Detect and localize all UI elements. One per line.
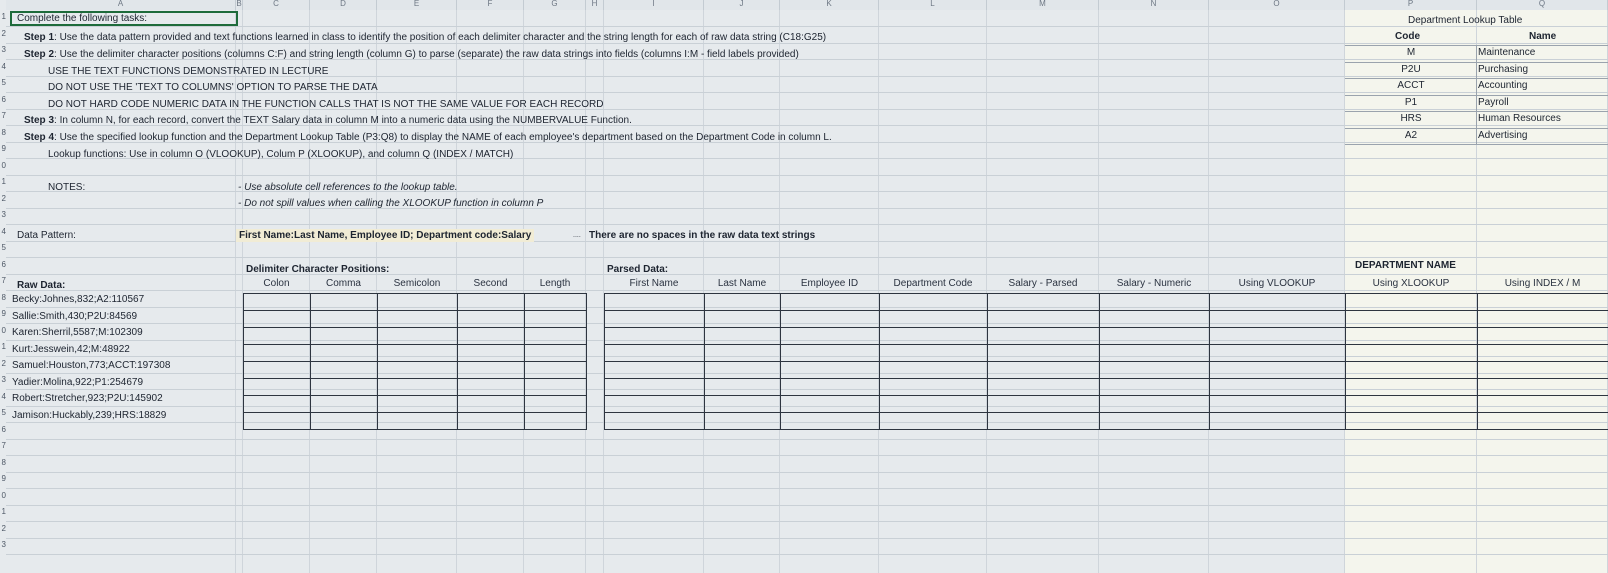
input-cell[interactable] — [1210, 328, 1346, 345]
input-cell[interactable] — [1346, 413, 1478, 430]
grid-hline — [6, 505, 1608, 506]
input-cell[interactable] — [605, 362, 705, 379]
input-cell[interactable] — [458, 345, 525, 362]
input-cell[interactable] — [1100, 396, 1210, 413]
column-label[interactable]: Length — [539, 278, 571, 289]
input-cell[interactable] — [1100, 362, 1210, 379]
row-header[interactable]: 7 — [1, 111, 6, 120]
input-cell[interactable] — [781, 362, 880, 379]
column-header[interactable]: P — [1345, 0, 1477, 10]
parsed-grid[interactable] — [604, 293, 1608, 430]
input-cell[interactable] — [781, 311, 880, 328]
delimiter-grid[interactable] — [243, 293, 587, 430]
input-cell[interactable] — [605, 396, 705, 413]
lookup-code-cell[interactable]: P2U — [1401, 63, 1421, 75]
row-header[interactable]: 3 — [1, 375, 6, 384]
input-cell[interactable] — [605, 328, 705, 345]
step1-text: : Use the data pattern provided and text functions learned in class to identify the position of each delimiter character and the string length for each of raw data string (C18:G25) — [54, 32, 827, 43]
input-cell[interactable] — [1478, 362, 1608, 379]
step4-text: : Use the specified lookup function and the Department Lookup Table (P3:Q8) to display the NAME of each employee's department based on the Department Code in column L. — [54, 132, 832, 143]
step3-label: Step 3 — [24, 115, 55, 126]
input-cell[interactable] — [311, 362, 378, 379]
step4-label: Step 4 — [24, 132, 55, 143]
input-cell[interactable] — [1210, 311, 1346, 328]
row-header[interactable]: 4 — [1, 61, 6, 71]
row-header[interactable]: 9 — [1, 309, 6, 318]
row-header[interactable]: 2 — [1, 523, 6, 533]
input-cell[interactable] — [458, 311, 525, 328]
column-header[interactable]: M — [987, 0, 1099, 10]
input-cell[interactable] — [311, 379, 378, 396]
input-cell[interactable] — [880, 294, 988, 311]
lookup-name-cell[interactable]: Payroll — [1478, 96, 1509, 108]
input-cell[interactable] — [1478, 396, 1608, 413]
input-cell[interactable] — [988, 379, 1100, 396]
input-cell[interactable] — [311, 311, 378, 328]
step4-line[interactable] — [24, 131, 832, 144]
column-label[interactable]: Salary - Numeric — [1116, 278, 1192, 289]
column-label[interactable]: Department Code — [893, 278, 973, 289]
column-label[interactable]: Second — [473, 278, 508, 289]
row-header[interactable]: 5 — [1, 243, 6, 252]
column-label[interactable]: Semicolon — [393, 278, 441, 289]
input-cell[interactable] — [705, 362, 781, 379]
grid-hline — [6, 488, 1608, 489]
input-cell[interactable] — [1210, 345, 1346, 362]
input-cell[interactable] — [458, 328, 525, 345]
row-header[interactable]: 6 — [1, 259, 6, 269]
row-header[interactable]: 1 — [1, 342, 6, 351]
row-header[interactable]: 8 — [1, 457, 6, 467]
input-cell[interactable] — [1100, 345, 1210, 362]
input-cell[interactable] — [781, 413, 880, 430]
input-cell[interactable] — [1478, 413, 1608, 430]
lookup-name-header[interactable]: Name — [1529, 31, 1557, 42]
input-cell[interactable] — [880, 345, 988, 362]
row-header[interactable]: 1 — [1, 507, 6, 516]
step1-line[interactable] — [24, 31, 826, 44]
input-cell[interactable] — [244, 413, 311, 430]
step1-label: Step 1 — [24, 32, 55, 43]
instruction-sub1[interactable]: USE THE TEXT FUNCTIONS DEMONSTRATED IN LECTURE — [48, 66, 329, 77]
input-cell[interactable] — [605, 294, 705, 311]
input-cell[interactable] — [1478, 294, 1608, 311]
input-cell[interactable] — [705, 396, 781, 413]
row-header[interactable]: 9 — [1, 474, 6, 483]
input-cell[interactable] — [988, 413, 1100, 430]
column-header[interactable]: N — [1099, 0, 1209, 10]
note-absolute-refs[interactable]: - Use absolute cell references to the lookup table. — [238, 182, 458, 193]
step3-text: : In column N, for each record, convert the TEXT Salary data in column M into a numeric data using the NUMBERVALUE Function. — [54, 115, 632, 126]
input-cell[interactable] — [1346, 345, 1478, 362]
lookup-code-cell[interactable]: ACCT — [1397, 80, 1425, 91]
input-cell[interactable] — [525, 294, 587, 311]
input-cell[interactable] — [378, 311, 458, 328]
input-cell[interactable] — [988, 345, 1100, 362]
input-cell[interactable] — [311, 413, 378, 430]
input-cell[interactable] — [1478, 379, 1608, 396]
lookup-name-cell[interactable]: Maintenance — [1478, 47, 1536, 58]
column-header[interactable]: Q — [1477, 0, 1608, 10]
grid-hline — [6, 439, 1608, 440]
input-cell[interactable] — [244, 294, 311, 311]
input-cell[interactable] — [1100, 413, 1210, 430]
input-cell[interactable] — [378, 328, 458, 345]
input-cell[interactable] — [1210, 379, 1346, 396]
input-cell[interactable] — [880, 311, 988, 328]
input-cell[interactable] — [1210, 413, 1346, 430]
column-header[interactable]: H — [586, 0, 604, 10]
input-cell[interactable] — [525, 328, 587, 345]
input-cell[interactable] — [378, 294, 458, 311]
input-cell[interactable] — [525, 396, 587, 413]
column-header[interactable]: B — [236, 0, 242, 8]
column-label[interactable]: Last Name — [717, 278, 767, 289]
row-header[interactable]: 5 — [1, 408, 6, 417]
input-cell[interactable] — [605, 413, 705, 430]
row-header[interactable]: 1 — [1, 12, 6, 21]
column-header[interactable]: O — [1209, 0, 1345, 10]
input-cell[interactable] — [988, 328, 1100, 345]
input-cell[interactable] — [1346, 311, 1478, 328]
input-cell[interactable] — [988, 311, 1100, 328]
cell-a1[interactable]: Complete the following tasks: — [17, 13, 148, 24]
lookup-code-cell[interactable]: A2 — [1404, 129, 1418, 141]
input-cell[interactable] — [1100, 379, 1210, 396]
input-cell[interactable] — [1346, 379, 1478, 396]
data-pattern-note[interactable]: There are no spaces in the raw data text strings — [589, 230, 816, 241]
row-header[interactable]: 0 — [1, 325, 6, 335]
input-cell[interactable] — [605, 379, 705, 396]
note-no-spill[interactable]: - Do not spill values when calling the XLOOKUP function in column P — [238, 198, 544, 209]
input-cell[interactable] — [705, 311, 781, 328]
step3-line[interactable] — [24, 114, 632, 127]
lookup-bottom-border — [1345, 144, 1608, 145]
lookup-code-cell[interactable]: P1 — [1404, 96, 1418, 108]
row-header[interactable]: 0 — [1, 490, 6, 500]
input-cell[interactable] — [458, 294, 525, 311]
row-header[interactable]: 7 — [1, 441, 6, 450]
step2-line[interactable] — [24, 48, 799, 61]
input-cell[interactable] — [244, 345, 311, 362]
grid-hline — [6, 224, 1608, 225]
input-cell[interactable] — [525, 362, 587, 379]
input-cell[interactable] — [378, 396, 458, 413]
lookup-code-header[interactable]: Code — [1395, 31, 1420, 42]
data-pattern-label[interactable]: Data Pattern: — [17, 230, 76, 241]
input-cell[interactable] — [880, 362, 988, 379]
input-cell[interactable] — [1478, 311, 1608, 328]
input-cell[interactable] — [781, 396, 880, 413]
row-header[interactable]: 9 — [1, 144, 6, 153]
input-cell[interactable] — [880, 396, 988, 413]
input-cell[interactable] — [458, 362, 525, 379]
input-cell[interactable] — [781, 294, 880, 311]
input-cell[interactable] — [781, 328, 880, 345]
input-cell[interactable] — [880, 328, 988, 345]
input-cell[interactable] — [1478, 345, 1608, 362]
row-header[interactable]: 2 — [1, 358, 6, 368]
column-header[interactable]: J — [704, 0, 780, 10]
input-cell[interactable] — [1210, 362, 1346, 379]
input-cell[interactable] — [311, 294, 378, 311]
row-header[interactable]: 3 — [1, 540, 6, 549]
column-label[interactable]: Employee ID — [800, 278, 859, 289]
grid-hline — [6, 521, 1608, 522]
input-cell[interactable] — [1346, 396, 1478, 413]
input-cell[interactable] — [705, 345, 781, 362]
input-cell[interactable] — [458, 396, 525, 413]
input-cell[interactable] — [244, 311, 311, 328]
row-header[interactable]: 3 — [1, 45, 6, 54]
input-cell[interactable] — [988, 294, 1100, 311]
row-header[interactable]: 6 — [1, 94, 6, 104]
row-header[interactable]: 2 — [1, 193, 6, 203]
input-cell[interactable] — [988, 396, 1100, 413]
row-header[interactable]: 5 — [1, 78, 6, 87]
column-label[interactable]: Using VLOOKUP — [1238, 278, 1316, 289]
row-header[interactable]: 7 — [1, 276, 6, 285]
raw-data-cell[interactable]: Sallie:Smith,430;P2U:84569 — [12, 310, 138, 322]
input-cell[interactable] — [988, 362, 1100, 379]
column-label[interactable]: Using XLOOKUP — [1372, 278, 1450, 289]
column-label[interactable]: Salary - Parsed — [1008, 278, 1078, 289]
column-header[interactable]: E — [377, 0, 457, 10]
input-cell[interactable] — [1478, 328, 1608, 345]
input-cell[interactable] — [1346, 294, 1478, 311]
input-cell[interactable] — [378, 345, 458, 362]
input-cell[interactable] — [311, 328, 378, 345]
column-label[interactable]: First Name — [629, 278, 679, 289]
input-cell[interactable] — [525, 345, 587, 362]
raw-data-cell[interactable]: Karen:Sherril,5587;M:102309 — [12, 327, 143, 338]
input-cell[interactable] — [244, 328, 311, 345]
data-pattern-dots: .... — [573, 232, 581, 239]
department-name-title[interactable]: DEPARTMENT NAME — [1355, 260, 1456, 271]
lookup-code-cell[interactable]: HRS — [1400, 113, 1422, 124]
input-cell[interactable] — [458, 379, 525, 396]
input-cell[interactable] — [244, 396, 311, 413]
lookup-divider — [1476, 45, 1477, 144]
column-label[interactable]: Using INDEX / M — [1504, 278, 1581, 289]
input-cell[interactable] — [244, 362, 311, 379]
input-cell[interactable] — [1100, 328, 1210, 345]
parsed-data-title[interactable]: Parsed Data: — [607, 264, 669, 275]
input-cell[interactable] — [311, 345, 378, 362]
row-header[interactable]: 8 — [1, 127, 6, 137]
column-header[interactable]: I — [604, 0, 704, 10]
column-header[interactable]: L — [879, 0, 987, 10]
grid-hline — [6, 26, 1608, 27]
grid-hline — [6, 538, 1608, 539]
row-header[interactable]: 8 — [1, 292, 6, 302]
input-cell[interactable] — [880, 379, 988, 396]
raw-data-cell[interactable]: Robert:Stretcher,923;P2U:145902 — [12, 393, 163, 404]
raw-data-cell[interactable]: Yadier:Molina,922;P1:254679 — [12, 376, 144, 388]
column-header[interactable]: F — [457, 0, 524, 10]
column-header[interactable]: A — [6, 0, 236, 10]
data-pattern-value[interactable]: First Name:Last Name, Employee ID; Department code:Salary — [236, 229, 534, 242]
input-cell[interactable] — [1100, 294, 1210, 311]
input-cell[interactable] — [1210, 396, 1346, 413]
row-header[interactable]: 3 — [1, 210, 6, 219]
column-label[interactable]: Colon — [263, 278, 290, 289]
column-header[interactable]: G — [524, 0, 586, 10]
input-cell[interactable] — [880, 413, 988, 430]
instruction-sub3[interactable]: DO NOT HARD CODE NUMERIC DATA IN THE FUNCTION CALLS THAT IS NOT THE SAME VALUE FOR EACH RECORD — [48, 99, 604, 110]
row-header[interactable]: 0 — [1, 160, 6, 170]
input-cell[interactable] — [525, 311, 587, 328]
input-cell[interactable] — [525, 379, 587, 396]
step2-text: : Use the delimiter character positions (columns C:F) and string length (column G) to parse (separate) the raw data strings into fields (columns I:M - field labels provided) — [54, 49, 799, 60]
input-cell[interactable] — [705, 413, 781, 430]
row-header[interactable]: 4 — [1, 226, 6, 236]
grid-hline — [6, 455, 1608, 456]
lookup-name-cell[interactable]: Advertising — [1478, 129, 1528, 141]
input-cell[interactable] — [378, 362, 458, 379]
column-header[interactable]: C — [243, 0, 310, 10]
input-cell[interactable] — [1346, 362, 1478, 379]
input-cell[interactable] — [378, 413, 458, 430]
input-cell[interactable] — [378, 379, 458, 396]
input-cell[interactable] — [781, 345, 880, 362]
input-cell[interactable] — [244, 379, 311, 396]
input-cell[interactable] — [705, 328, 781, 345]
column-header[interactable]: D — [310, 0, 377, 10]
input-cell[interactable] — [458, 413, 525, 430]
column-header[interactable]: K — [780, 0, 879, 10]
row-header[interactable]: 2 — [1, 28, 6, 38]
delimiter-title[interactable]: Delimiter Character Positions: — [246, 264, 390, 275]
input-cell[interactable] — [1346, 328, 1478, 345]
lookup-name-cell[interactable]: Purchasing — [1478, 63, 1529, 75]
raw-data-label[interactable]: Raw Data: — [17, 280, 66, 291]
raw-data-cell[interactable]: Jamison:Huckably,239;HRS:18829 — [12, 409, 167, 421]
input-cell[interactable] — [705, 294, 781, 311]
input-cell[interactable] — [605, 311, 705, 328]
input-cell[interactable] — [311, 396, 378, 413]
raw-data-cell[interactable]: Samuel:Houston,773;ACCT:197308 — [12, 360, 171, 371]
row-header[interactable]: 4 — [1, 391, 6, 401]
grid-hline — [6, 554, 1608, 555]
lookup-table-title[interactable]: Department Lookup Table — [1408, 15, 1523, 26]
input-cell[interactable] — [1100, 311, 1210, 328]
grid-hline — [6, 257, 1608, 258]
lookup-name-cell[interactable]: Accounting — [1478, 80, 1528, 91]
input-cell[interactable] — [705, 379, 781, 396]
notes-label[interactable]: NOTES: — [48, 182, 86, 193]
column-label[interactable]: Comma — [325, 278, 361, 289]
raw-data-cell[interactable]: Kurt:Jesswein,42;M:48922 — [12, 343, 130, 355]
grid-hline — [6, 472, 1608, 473]
raw-data-cell[interactable]: Becky:Johnes,832;A2:110567 — [12, 294, 145, 305]
lookup-name-cell[interactable]: Human Resources — [1478, 113, 1561, 124]
input-cell[interactable] — [1210, 294, 1346, 311]
instruction-sub2[interactable]: DO NOT USE THE 'TEXT TO COLUMNS' OPTION TO PARSE THE DATA — [48, 82, 378, 93]
grid-hline — [6, 175, 1608, 176]
lookup-code-cell[interactable]: M — [1406, 47, 1416, 58]
lookup-functions-note[interactable]: Lookup functions: Use in column O (VLOOKUP), Colum P (XLOOKUP), and column Q (INDEX / MATCH) — [48, 149, 514, 160]
input-cell[interactable] — [525, 413, 587, 430]
row-header[interactable]: 6 — [1, 424, 6, 434]
row-header[interactable]: 1 — [1, 177, 6, 186]
input-cell[interactable] — [781, 379, 880, 396]
step2-label: Step 2 — [24, 49, 55, 60]
input-cell[interactable] — [605, 345, 705, 362]
